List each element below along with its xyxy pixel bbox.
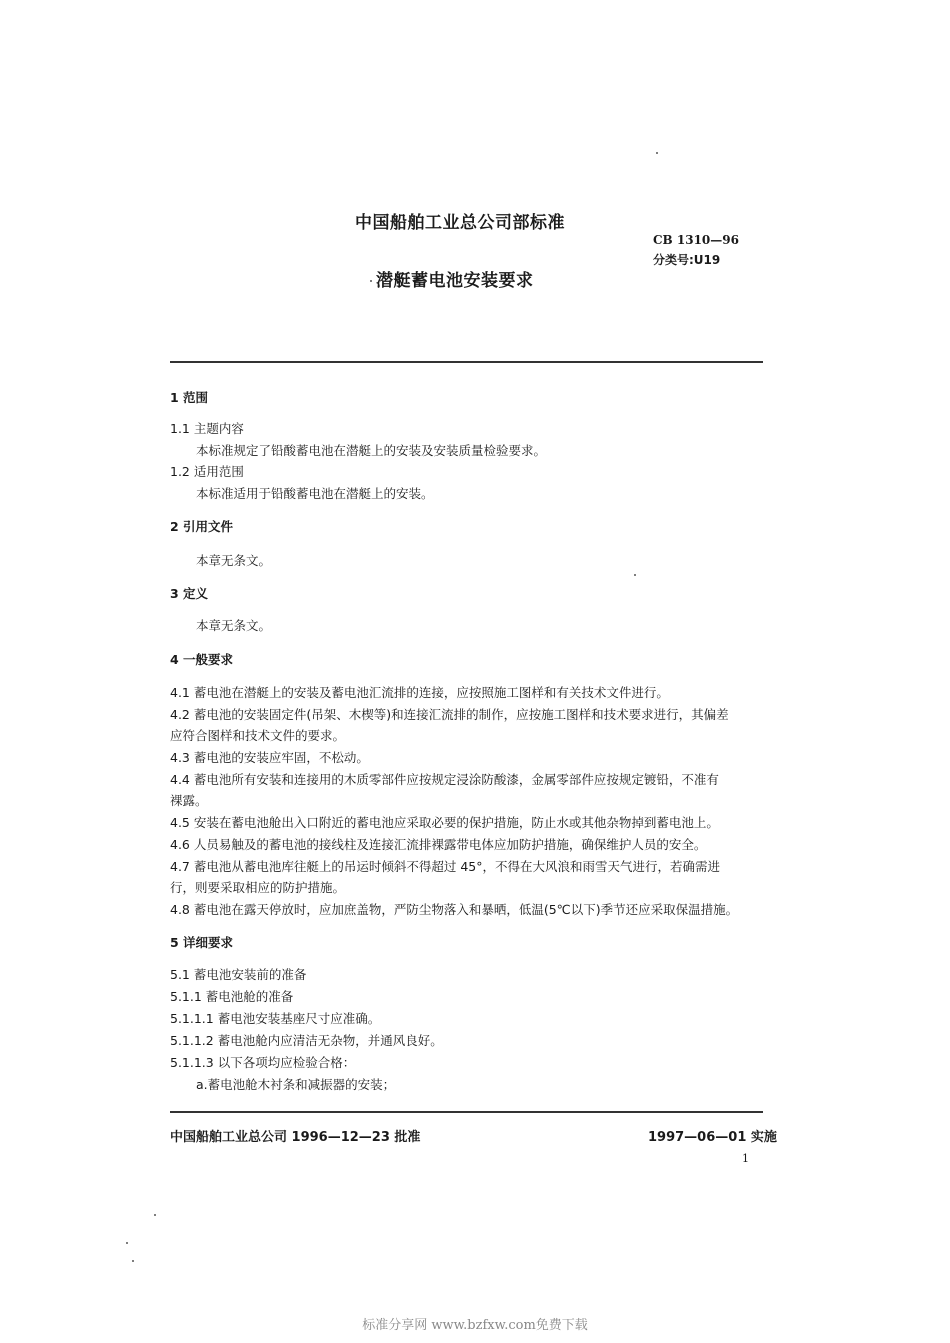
scan-speck	[370, 280, 372, 282]
scan-speck	[132, 1260, 134, 1262]
clause-text: 4.1 蓄电池在潜艇上的安装及蓄电池汇流排的连接，应按照施工图样和有关技术文件进行。	[170, 685, 669, 700]
org-title: 中国船舶工业总公司部标准	[355, 213, 565, 233]
standard-code: CB 1310—96	[653, 233, 739, 247]
clause-text: 本章无条文。	[196, 553, 272, 568]
clause-text: 应符合图样和技术文件的要求。	[170, 728, 346, 743]
footer-rule	[170, 1111, 763, 1113]
section-heading: 5 详细要求	[170, 935, 234, 950]
clause-text: 4.2 蓄电池的安装固定件(吊架、木楔等)和连接汇流排的制作，应按施工图样和技术要求进行，其偏差	[170, 707, 729, 722]
approval-date: 中国船舶工业总公司 1996—12—23 批准	[170, 1130, 421, 1145]
clause-text: 4.6 人员易触及的蓄电池的接线柱及连接汇流排裸露带电体应加防护措施，确保维护人员的安全。	[170, 837, 707, 852]
section-heading: 1 范围	[170, 390, 209, 405]
document-title: 潜艇蓄电池安装要求	[376, 271, 534, 291]
clause-title: 1.2 适用范围	[170, 464, 244, 479]
clause-text: 5.1.1.2 蓄电池舱内应清洁无杂物，并通风良好。	[170, 1033, 443, 1048]
clause-title: 5.1 蓄电池安装前的准备	[170, 967, 307, 982]
class-number: 分类号:U19	[653, 253, 721, 267]
clause-title: 1.1 主题内容	[170, 421, 244, 436]
implementation-date: 1997—06—01 实施	[648, 1130, 777, 1145]
scan-speck	[656, 152, 658, 154]
list-item: a.蓄电池舱木衬条和减振器的安装；	[196, 1077, 396, 1092]
clause-text: 4.8 蓄电池在露天停放时，应加庶盖物，严防尘物落入和暴晒，低温(5℃以下)季节还应采取保温措施。	[170, 902, 739, 917]
clause-text: 4.3 蓄电池的安装应牢固，不松动。	[170, 750, 369, 765]
scan-speck	[154, 1214, 156, 1216]
clause-text: 本标准规定了铅酸蓄电池在潜艇上的安装及安装质量检验要求。	[196, 443, 547, 458]
clause-text: 4.4 蓄电池所有安装和连接用的木质零部件应按规定浸涂防酸漆，金属零部件应按规定镀铅，不准有	[170, 772, 719, 787]
clause-title: 5.1.1 蓄电池舱的准备	[170, 989, 294, 1004]
clause-text: 本标准适用于铅酸蓄电池在潜艇上的安装。	[196, 486, 434, 501]
section-heading: 2 引用文件	[170, 519, 234, 534]
page-number: 1	[742, 1152, 749, 1165]
clause-text: 5.1.1.3 以下各项均应检验合格：	[170, 1055, 356, 1070]
clause-text: 裸露。	[170, 793, 208, 808]
watermark: 标准分享网 www.bzfxw.com免费下载	[362, 1318, 588, 1333]
clause-text: 4.5 安装在蓄电池舱出入口附近的蓄电池应采取必要的保护措施，防止水或其他杂物掉到蓄电池上。	[170, 815, 719, 830]
section-heading: 4 一般要求	[170, 652, 234, 667]
clause-text: 本章无条文。	[196, 618, 272, 633]
header-rule	[170, 361, 763, 363]
scan-speck	[634, 574, 636, 576]
scan-speck	[126, 1242, 128, 1244]
section-heading: 3 定义	[170, 586, 209, 601]
clause-text: 行，则要采取相应的防护措施。	[170, 880, 346, 895]
clause-text: 5.1.1.1 蓄电池安装基座尺寸应准确。	[170, 1011, 381, 1026]
clause-text: 4.7 蓄电池从蓄电池库往艇上的吊运时倾斜不得超过 45°，不得在大风浪和雨雪天气进行，若确需进	[170, 859, 720, 874]
